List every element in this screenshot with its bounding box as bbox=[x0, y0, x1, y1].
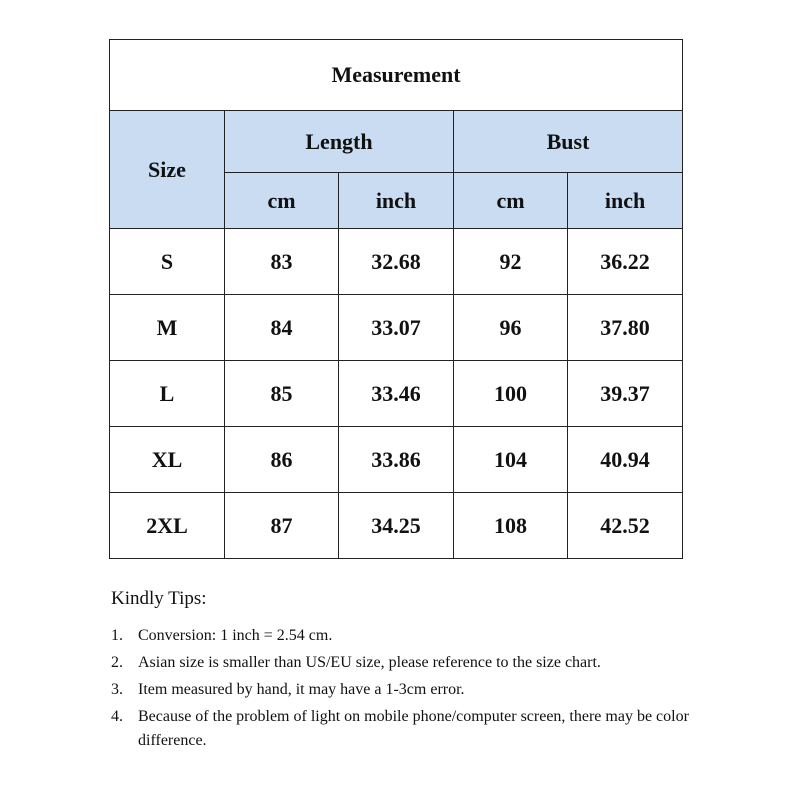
size-cell: S bbox=[110, 229, 225, 295]
tip-number: 1. bbox=[111, 627, 123, 644]
table-row bbox=[110, 295, 683, 361]
tip-text: Item measured by hand, it may have a 1-3cm error. bbox=[138, 681, 465, 698]
length-cm-cell: 84 bbox=[225, 295, 339, 361]
length-cm-cell: 87 bbox=[225, 493, 339, 559]
size-cell: XL bbox=[110, 427, 225, 493]
tip-text: Asian size is smaller than US/EU size, please reference to the size chart. bbox=[138, 654, 601, 671]
list-item bbox=[111, 624, 751, 648]
tip-number: 4. bbox=[111, 708, 123, 725]
length-inch-cell: 33.86 bbox=[339, 427, 454, 493]
list-item bbox=[111, 705, 751, 753]
length-inch-cell: 33.46 bbox=[339, 361, 454, 427]
bust-header: Bust bbox=[454, 111, 683, 173]
table-row bbox=[110, 229, 683, 295]
bust-inch-cell: 42.52 bbox=[568, 493, 683, 559]
size-header: Size bbox=[110, 111, 225, 229]
bust-cm-cell: 104 bbox=[454, 427, 568, 493]
length-cm-cell: 86 bbox=[225, 427, 339, 493]
group-header-row bbox=[110, 111, 683, 173]
tip-number: 2. bbox=[111, 654, 123, 671]
bust-cm-cell: 92 bbox=[454, 229, 568, 295]
size-cell: L bbox=[110, 361, 225, 427]
unit-header: inch bbox=[339, 173, 454, 229]
unit-header: inch bbox=[568, 173, 683, 229]
bust-cm-cell: 96 bbox=[454, 295, 568, 361]
bust-cm-cell: 108 bbox=[454, 493, 568, 559]
tip-text: Conversion: 1 inch = 2.54 cm. bbox=[138, 627, 333, 644]
length-header: Length bbox=[225, 111, 454, 173]
length-cm-cell: 85 bbox=[225, 361, 339, 427]
table-title-row bbox=[110, 40, 683, 111]
tip-number: 3. bbox=[111, 681, 123, 698]
tips-list bbox=[111, 624, 751, 753]
bust-inch-cell: 37.80 bbox=[568, 295, 683, 361]
bust-inch-cell: 36.22 bbox=[568, 229, 683, 295]
bust-inch-cell: 39.37 bbox=[568, 361, 683, 427]
unit-header: cm bbox=[454, 173, 568, 229]
table-title: Measurement bbox=[110, 40, 683, 111]
bust-cm-cell: 100 bbox=[454, 361, 568, 427]
length-cm-cell: 83 bbox=[225, 229, 339, 295]
list-item bbox=[111, 678, 751, 702]
table-row bbox=[110, 427, 683, 493]
tips-title: Kindly Tips: bbox=[111, 588, 207, 609]
table-row bbox=[110, 493, 683, 559]
length-inch-cell: 32.68 bbox=[339, 229, 454, 295]
length-inch-cell: 33.07 bbox=[339, 295, 454, 361]
length-inch-cell: 34.25 bbox=[339, 493, 454, 559]
table-row bbox=[110, 361, 683, 427]
tip-text: Because of the problem of light on mobile phone/computer screen, there may be color difference. bbox=[138, 708, 689, 749]
unit-header: cm bbox=[225, 173, 339, 229]
size-cell: M bbox=[110, 295, 225, 361]
kindly-tips bbox=[111, 588, 751, 756]
size-cell: 2XL bbox=[110, 493, 225, 559]
list-item bbox=[111, 651, 751, 675]
bust-inch-cell: 40.94 bbox=[568, 427, 683, 493]
size-chart-table bbox=[109, 39, 683, 559]
